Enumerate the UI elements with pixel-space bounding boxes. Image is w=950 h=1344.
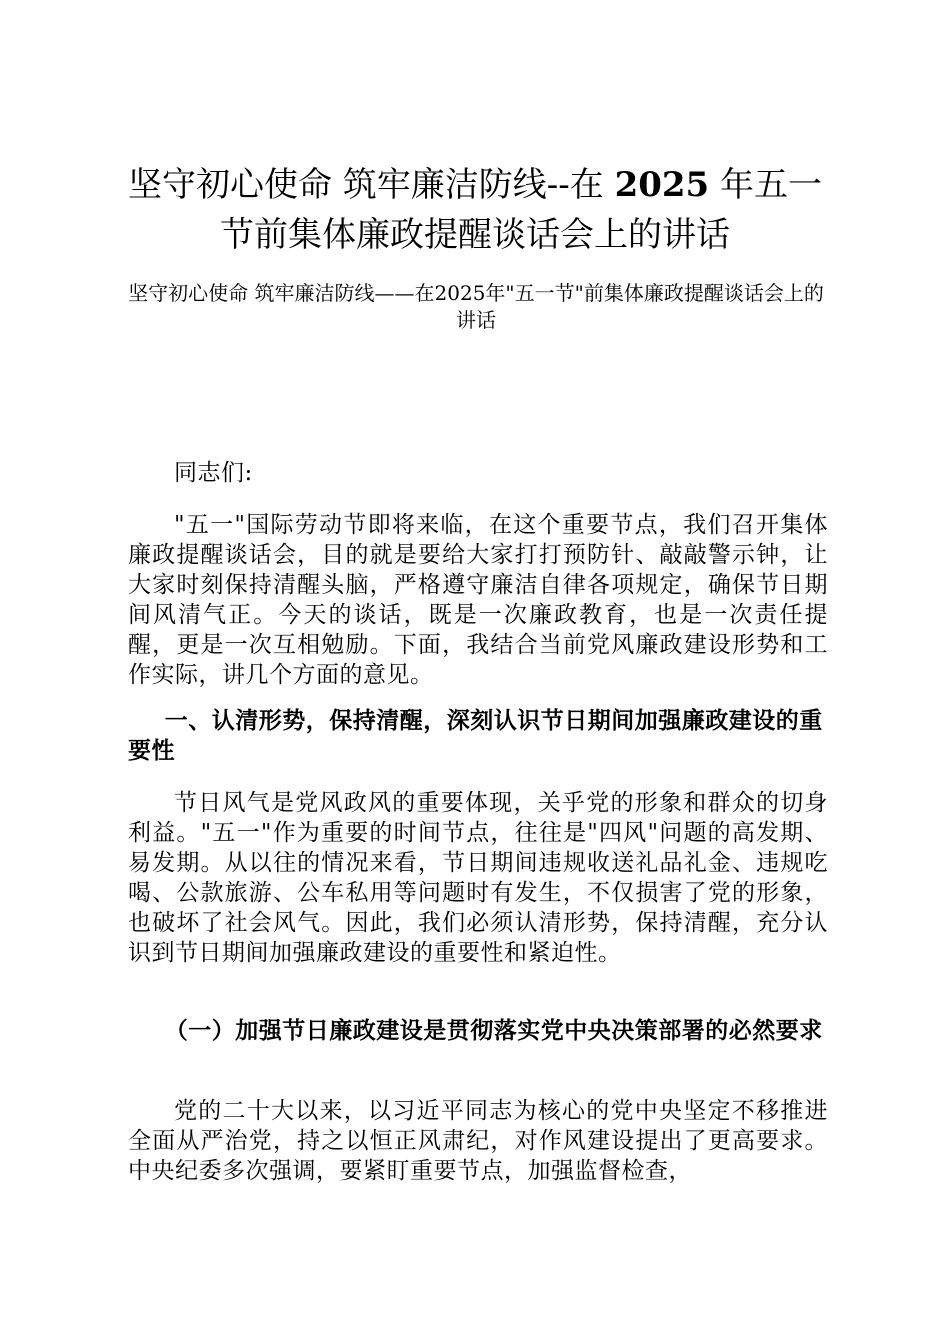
document-title bbox=[120, 160, 830, 260]
title-part-1: 坚守初心使命 筑牢廉洁防线--在 bbox=[127, 165, 615, 205]
title-year: 2025 bbox=[614, 165, 710, 205]
document-subtitle: 坚守初心使命 筑牢廉洁防线——在2025年"五一节"前集体廉政提醒谈话会上的讲话 bbox=[128, 281, 824, 332]
section-heading-1: 一、认清形势，保持清醒，深刻认识节日期间加强廉政建设的重要性 bbox=[128, 707, 823, 764]
paragraph-3: 党的二十大以来，以习近平同志为核心的党中央坚定不移推进全面从严治党，持之以恒正风肃纪，对作风建设提出了更高要求。中央纪委多次强调，要紧盯重要节点，加强监督检查， bbox=[128, 1098, 828, 1184]
greeting: 同志们: bbox=[174, 460, 253, 486]
title-part-2: 年五一节前集体廉政提醒谈话会上的讲话 bbox=[220, 165, 823, 255]
subsection-heading-1: （一）加强节日廉政建设是贯彻落实党中央决策部署的必然要求 bbox=[164, 1017, 823, 1044]
paragraph-2: 节日风气是党风政风的重要体现，关乎党的形象和群众的切身利益。"五一"作为重要的时间节点，往往是"四风"问题的高发期、易发期。从以往的情况来看，节日期间违规收送礼品礼金、违规吃喝、公款旅游、公车私用等问题时有发生，不仅损害了党的形象，也破坏了社会风气。因此，我们必须认清形势，保持清醒，充分认识到节日期间加强廉政建设的重要性和紧迫性。 bbox=[128, 790, 828, 966]
paragraph-1: "五一"国际劳动节即将来临，在这个重要节点，我们召开集体廉政提醒谈话会，目的就是要给大家打打预防针、敲敲警示钟，让大家时刻保持清醒头脑，严格遵守廉洁自律各项规定，确保节日期间风清气正。今天的谈话，既是一次廉政教育，也是一次责任提醒，更是一次互相勉励。下面，我结合当前党风廉政建设形势和工作实际，讲几个方面的意见。 bbox=[128, 512, 828, 688]
